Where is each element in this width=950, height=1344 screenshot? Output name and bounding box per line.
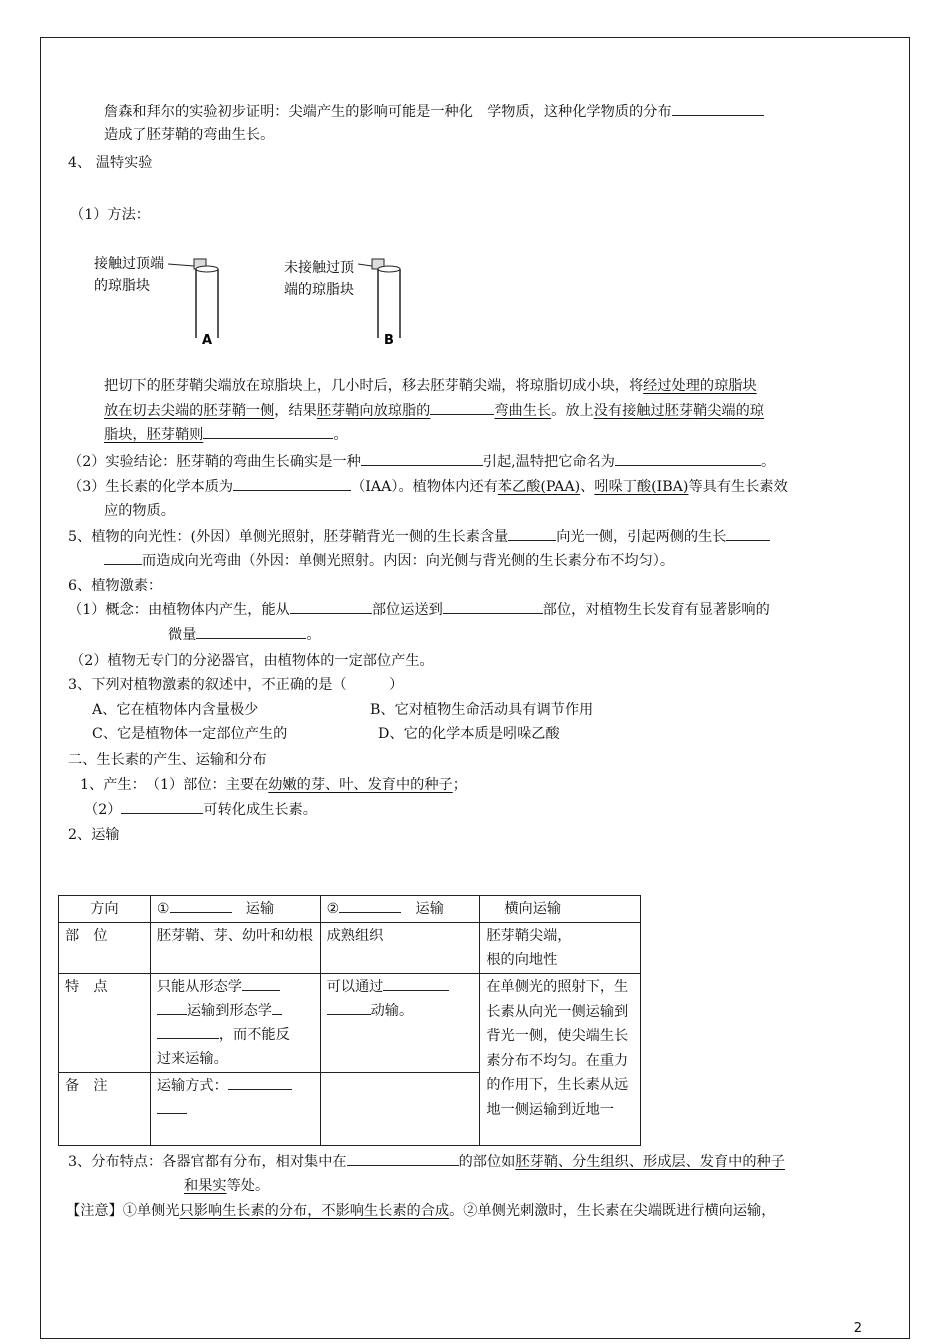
figure-b-caption-1: 未接触过顶 (284, 260, 354, 276)
row-label: 部 位 (59, 923, 151, 974)
fill-blank (726, 526, 770, 541)
option-c: C、它是植物体一定部位产生的 (92, 726, 288, 742)
text: （2） (84, 802, 122, 818)
header-col2: ② 运输 (320, 896, 480, 923)
text-line (80, 774, 467, 796)
text: 。 (306, 627, 321, 643)
section-heading: 二、生长素的产生、运输和分布 (68, 752, 267, 768)
underlined-text: 苯乙酸(PAA) (497, 479, 581, 495)
option-a: A、它在植物体内含量极少 (92, 702, 259, 718)
text: 1、产生： （1）部位：主要在 (80, 777, 269, 793)
text: （3）生长素的化学本质为 (68, 479, 234, 495)
text: 、 (580, 479, 595, 495)
fill-blank (443, 599, 543, 614)
text: 部位运送到 (371, 602, 443, 618)
row-label: 特 点 (59, 974, 151, 1073)
header-col1: ① 运输 (150, 896, 320, 923)
method-label: （1）方法： (70, 207, 150, 223)
text-line: 应的物质。 (104, 503, 175, 519)
question-stem: 3、下列对植物激素的叙述中，不正确的是（ ） (68, 677, 404, 693)
text-line (168, 624, 321, 646)
fill-blank (233, 476, 351, 491)
text-line (68, 1151, 785, 1173)
table-row (59, 896, 641, 923)
text: 5、植物的向光性：(外因）单侧光照射，胚芽鞘背光一侧的生长素含量 (68, 529, 509, 545)
table-row (59, 974, 641, 1073)
text-line: （2）植物无专门的分泌器官，由植物体的一定部位产生。 (70, 653, 434, 669)
underlined-text: 胚芽鞘、分生组织、形成层、发育中的种子 (515, 1154, 785, 1170)
lateral-transport-cell: 在单侧光的照射下，生长素从向光一侧运输到背光一侧，使尖端生长素分布不均匀。在重力的作用下，生长素从远地一侧运输到近地一 (480, 974, 641, 1146)
text: ； (452, 777, 467, 793)
coleoptile-b (378, 269, 400, 338)
text-line (68, 451, 775, 473)
underlined-text: 和果实 (184, 1178, 227, 1194)
text: 引起,温特把它命名为 (482, 454, 615, 470)
text-line (104, 550, 674, 572)
text: 。 (333, 427, 348, 443)
underlined-text: 胚芽鞘向放琼脂的 (316, 403, 431, 419)
text: 的部位如 (458, 1154, 516, 1170)
text: 詹森和拜尔的实验初步证明：尖端产生的影响可能是一种化 学物质，这种化学物质的分布 (104, 104, 672, 120)
text: 微量 (168, 627, 197, 643)
header-direction: 方向 (59, 896, 151, 923)
figure-b-label: B (384, 333, 394, 348)
text: （1）概念：由植物体内产生，能从 (68, 602, 290, 618)
text-line (84, 799, 317, 821)
fill-blank (615, 451, 761, 466)
fill-blank (104, 550, 142, 565)
text: 把切下的胚芽鞘尖端放在琼脂块上，几小时后，移去胚芽鞘尖端，将琼脂切成小块，将 (104, 378, 644, 394)
text-line (104, 424, 348, 446)
underlined-text: 经过处理的琼脂块 (643, 378, 757, 394)
table-cell: 运输方式： (150, 1073, 320, 1146)
fill-blank (196, 624, 306, 639)
text: 而造成向光弯曲（外因：单侧光照射。内因：向光侧与背光侧的生长素分布不均匀）。 (142, 553, 675, 569)
text: 部位，对植物生长发育有显著影响的 (542, 602, 770, 618)
underlined-text: 脂块，胚芽鞘则 (104, 427, 204, 443)
fill-blank (508, 526, 556, 541)
underlined-text: 弯曲生长 (494, 403, 552, 419)
text: 。放上 (551, 403, 594, 419)
text: ，结果 (274, 403, 317, 419)
fill-blank (672, 101, 764, 116)
underlined-text: 吲哚丁酸(IBA) (594, 479, 689, 495)
table-cell: 可以通过 动输。 (320, 974, 480, 1073)
table-cell: 胚芽鞘尖端， 根的向地性 (480, 923, 641, 974)
underlined-text: 只影响生长素的分布，不影响生长素的合成 (179, 1203, 450, 1219)
text: （IAA）。植物体内还有 (351, 479, 498, 495)
text: 。 (760, 454, 776, 470)
text-line (68, 599, 770, 621)
table-cell: 只能从形态学 运输到形态学 ，而不能反 过来运输。 (150, 974, 320, 1073)
text-line (104, 375, 757, 397)
text: 。②单侧光刺激时，生长素在尖端既进行横向运输， (449, 1203, 776, 1219)
text: 可转化成生长素。 (203, 802, 317, 818)
text: 3、分布特点：各器官都有分布，相对集中在 (68, 1154, 347, 1170)
table-cell (320, 1073, 480, 1146)
text-line (68, 526, 770, 548)
underlined-text: 放在切去尖端的胚芽鞘一侧 (104, 403, 275, 419)
figure-a-caption-2: 的琼脂块 (94, 278, 150, 294)
text-line (184, 1175, 269, 1197)
table-cell: 胚芽鞘、芽、幼叶和幼根 (150, 923, 320, 974)
figure-b-caption-2: 端的琼脂块 (284, 282, 354, 298)
figure-a-caption-1: 接触过顶端 (94, 256, 164, 272)
option-b: B、它对植物生命活动具有调节作用 (370, 702, 594, 718)
text-line (104, 101, 764, 123)
table-row (59, 923, 641, 974)
text-line (104, 400, 764, 422)
section-heading: 4、 温特实验 (68, 155, 153, 171)
text: 等具有生长素效 (688, 479, 788, 495)
coleoptile-a (196, 269, 218, 338)
table-cell: 成熟组织 (320, 923, 480, 974)
fill-blank (430, 400, 494, 415)
transport-table (58, 895, 641, 1146)
fill-blank (203, 424, 333, 439)
note-line (66, 1200, 775, 1222)
text-line (68, 476, 788, 498)
fill-blank (121, 799, 203, 814)
text-line: 造成了胚芽鞘的弯曲生长。 (104, 127, 275, 143)
section-heading: 2、运输 (68, 827, 120, 843)
text: 向光一侧，引起两侧的生长 (556, 529, 727, 545)
text: （2）实验结论：胚芽鞘的弯曲生长确实是一种 (68, 454, 361, 470)
underlined-text: 幼嫩的芽、叶、发育中的种子 (268, 777, 453, 793)
went-experiment-figure (90, 240, 430, 352)
underlined-text: 没有接触过胚芽鞘尖端的琼 (593, 403, 764, 419)
fill-blank (361, 451, 483, 466)
fill-blank (347, 1151, 459, 1166)
option-d: D、它的化学本质是吲哚乙酸 (378, 726, 560, 742)
text: 【注意】①单侧光 (66, 1203, 180, 1219)
figure-a-label: A (202, 333, 213, 348)
fill-blank (290, 599, 372, 614)
row-label: 备 注 (59, 1073, 151, 1146)
section-heading: 6、植物激素： (68, 578, 163, 594)
text: 等处。 (226, 1178, 270, 1194)
page-number: 2 (853, 1321, 862, 1336)
header-col3: 横向运输 (480, 896, 641, 923)
